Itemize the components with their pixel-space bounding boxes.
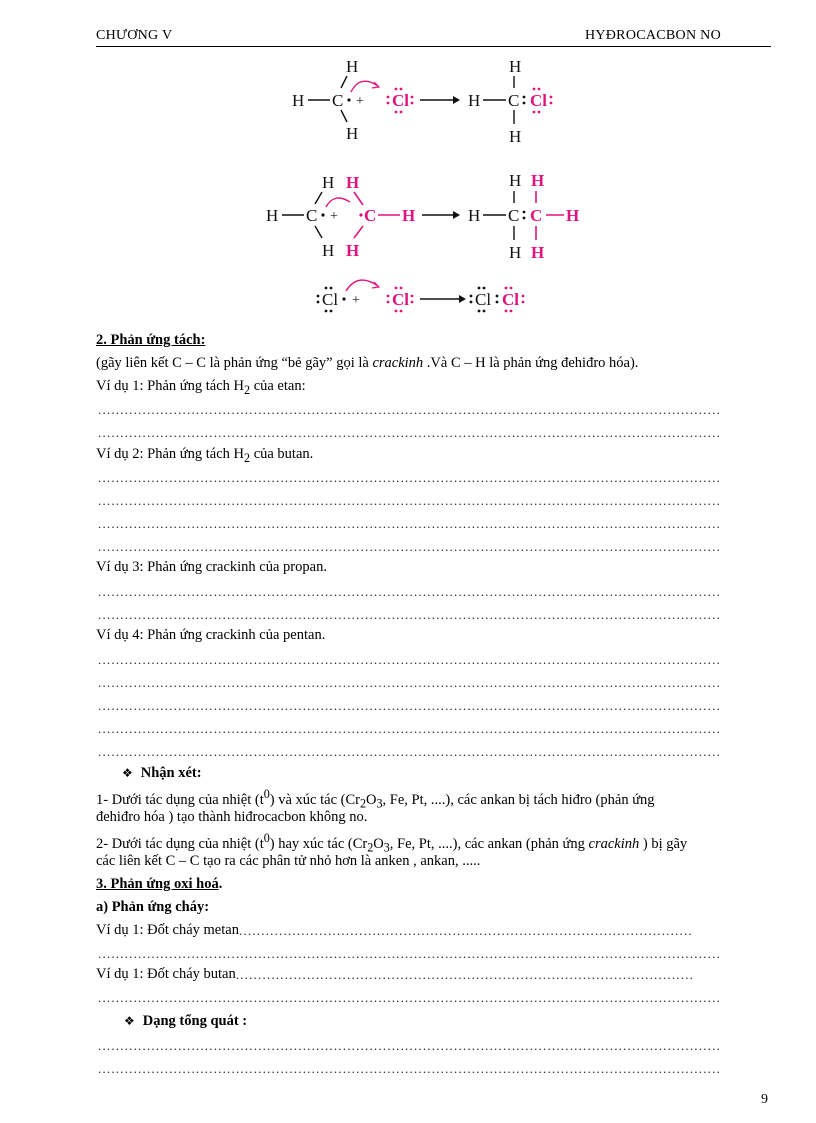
atom-c: C [332,91,344,110]
reaction-diagram [250,50,580,322]
answer-line[interactable] [98,675,720,689]
remark-p2 [96,831,687,856]
chapter-label: CHƯƠNG V [96,28,173,43]
atom-h: H [509,57,522,76]
answer-line[interactable] [98,584,720,598]
combustion-example-text: Ví dụ 1: Đốt cháy metan [96,922,239,938]
reaction-2 [266,171,579,262]
answer-line[interactable] [98,698,720,712]
section-2-title: 2. Phản ứng tách: [96,332,206,348]
example-4-label: Ví dụ 4: Phản ứng crackinh của pentan. [96,627,326,643]
atom-cl: Cl [530,91,547,110]
diamond-bullet-icon: ❖ [124,1014,135,1028]
answer-line[interactable] [98,402,720,416]
section-3-title [96,876,222,893]
remark-title-text: Nhận xét: [140,765,202,781]
atom-c: C [530,206,543,225]
combustion-example-text: Ví dụ 1: Đốt cháy butan [96,966,236,982]
intro-text-end: .Và C – H là phản ứng đehiđro hóa). [423,355,639,371]
example-text-end: của etan: [250,378,306,394]
general-form-text: Dạng tổng quát : [142,1013,248,1029]
remark-emphasis: crackinh [588,835,640,852]
intro-text: (gãy liên kết C – C là phản ứng “bẻ gãy” gọi là [96,355,373,371]
remark-text: , Fe, Pt, ....), các ankan bị tách hiđro (phản ứng [382,791,655,808]
atom-h: H [292,91,305,110]
subsection-a-title: a) Phản ứng cháy: [96,899,210,915]
atom-c: C [306,206,318,225]
example-1-label [96,378,306,398]
atom-h: H [566,206,580,225]
answer-line[interactable] [98,607,720,621]
example-text-end: của butan. [250,446,314,462]
example-3-label: Ví dụ 3: Phản ứng crackinh của propan. [96,559,327,575]
example-text: Ví dụ 2: Phản ứng tách H [96,446,245,462]
atom-c: C [364,206,377,225]
answer-line[interactable] [98,721,720,735]
atom-h: H [346,57,359,76]
page-number: 9 [761,1092,768,1107]
remark-text: , Fe, Pt, ....), các ankan (phản ứng [389,835,589,852]
subscript: 3 [376,796,383,811]
remark-text: O [366,791,377,808]
answer-line[interactable] [98,652,720,666]
answer-line[interactable] [98,946,720,960]
atom-h: H [509,127,522,146]
combustion-example-2 [96,966,694,983]
atom-cl: Cl [392,91,409,110]
answer-line[interactable] [98,744,720,758]
section-2-intro [96,355,638,372]
atom-h: H [531,171,545,190]
section-3-title-end: . [218,876,223,892]
remark-text: ) hay xúc tác (Cr [269,835,368,852]
plus-sign: + [356,94,364,109]
remark-title [122,765,202,782]
answer-line[interactable] [98,470,720,484]
answer-line[interactable] [98,493,720,507]
atom-h: H [468,206,481,225]
atom-cl: Cl [475,290,492,309]
atom-h: H [468,91,481,110]
remark-p2-line2: các liên kết C – C tạo ra các phân tử nhỏ hơn là anken , ankan, ..... [96,853,481,869]
atom-cl: Cl [322,290,339,309]
topic-label: HYĐROCACBON NO [584,28,721,43]
reaction-1 [292,57,552,146]
diamond-bullet-icon: ❖ [122,766,133,780]
answer-line[interactable] [98,1061,720,1075]
subscript: 2 [367,840,374,855]
atom-h: H [346,124,359,143]
remark-p1 [96,787,655,812]
example-2-label [96,446,313,466]
example-text: Ví dụ 1: Phản ứng tách H [96,378,245,394]
superscript: 0 [263,787,270,801]
atom-c: C [508,91,520,110]
atom-h: H [346,241,360,260]
combustion-example-1 [96,922,693,939]
section-3-title-text: 3. Phản ứng oxi hoá [96,876,219,892]
atom-h: H [266,206,279,225]
remark-text: ) bị gãy [639,835,688,852]
answer-line[interactable] [98,425,720,439]
atom-h: H [531,243,545,262]
answer-line[interactable] [239,923,693,939]
plus-sign: + [352,293,360,308]
answer-line[interactable] [236,967,694,983]
answer-line[interactable] [98,1038,720,1052]
remark-text: 2- Dưới tác dụng của nhiệt (t [96,835,264,852]
subscript: 2 [244,382,251,397]
subscript: 3 [383,840,390,855]
general-form-title [124,1013,247,1030]
page-header [96,26,771,47]
superscript: 0 [263,831,270,845]
remark-text: 1- Dưới tác dụng của nhiệt (t [96,791,264,808]
atom-cl: Cl [392,290,409,309]
subscript: 2 [359,796,367,811]
plus-sign: + [330,209,338,224]
answer-line[interactable] [98,990,720,1004]
atom-h: H [509,243,522,262]
atom-h: H [509,171,522,190]
atom-h: H [346,173,360,192]
remark-text: O [373,835,384,852]
atom-h: H [402,206,416,225]
atom-cl: Cl [502,290,519,309]
intro-emphasis: crackinh [372,355,424,371]
reaction-3 [317,280,525,312]
atom-h: H [322,241,335,260]
atom-c: C [508,206,520,225]
answer-line[interactable] [98,539,720,553]
answer-line[interactable] [98,516,720,530]
remark-p1-line2: đehiđro hóa ) tạo thành hiđrocacbon không no. [96,809,368,825]
remark-text: ) và xúc tác (Cr [269,791,360,808]
atom-h: H [322,173,335,192]
subscript: 2 [244,450,251,465]
